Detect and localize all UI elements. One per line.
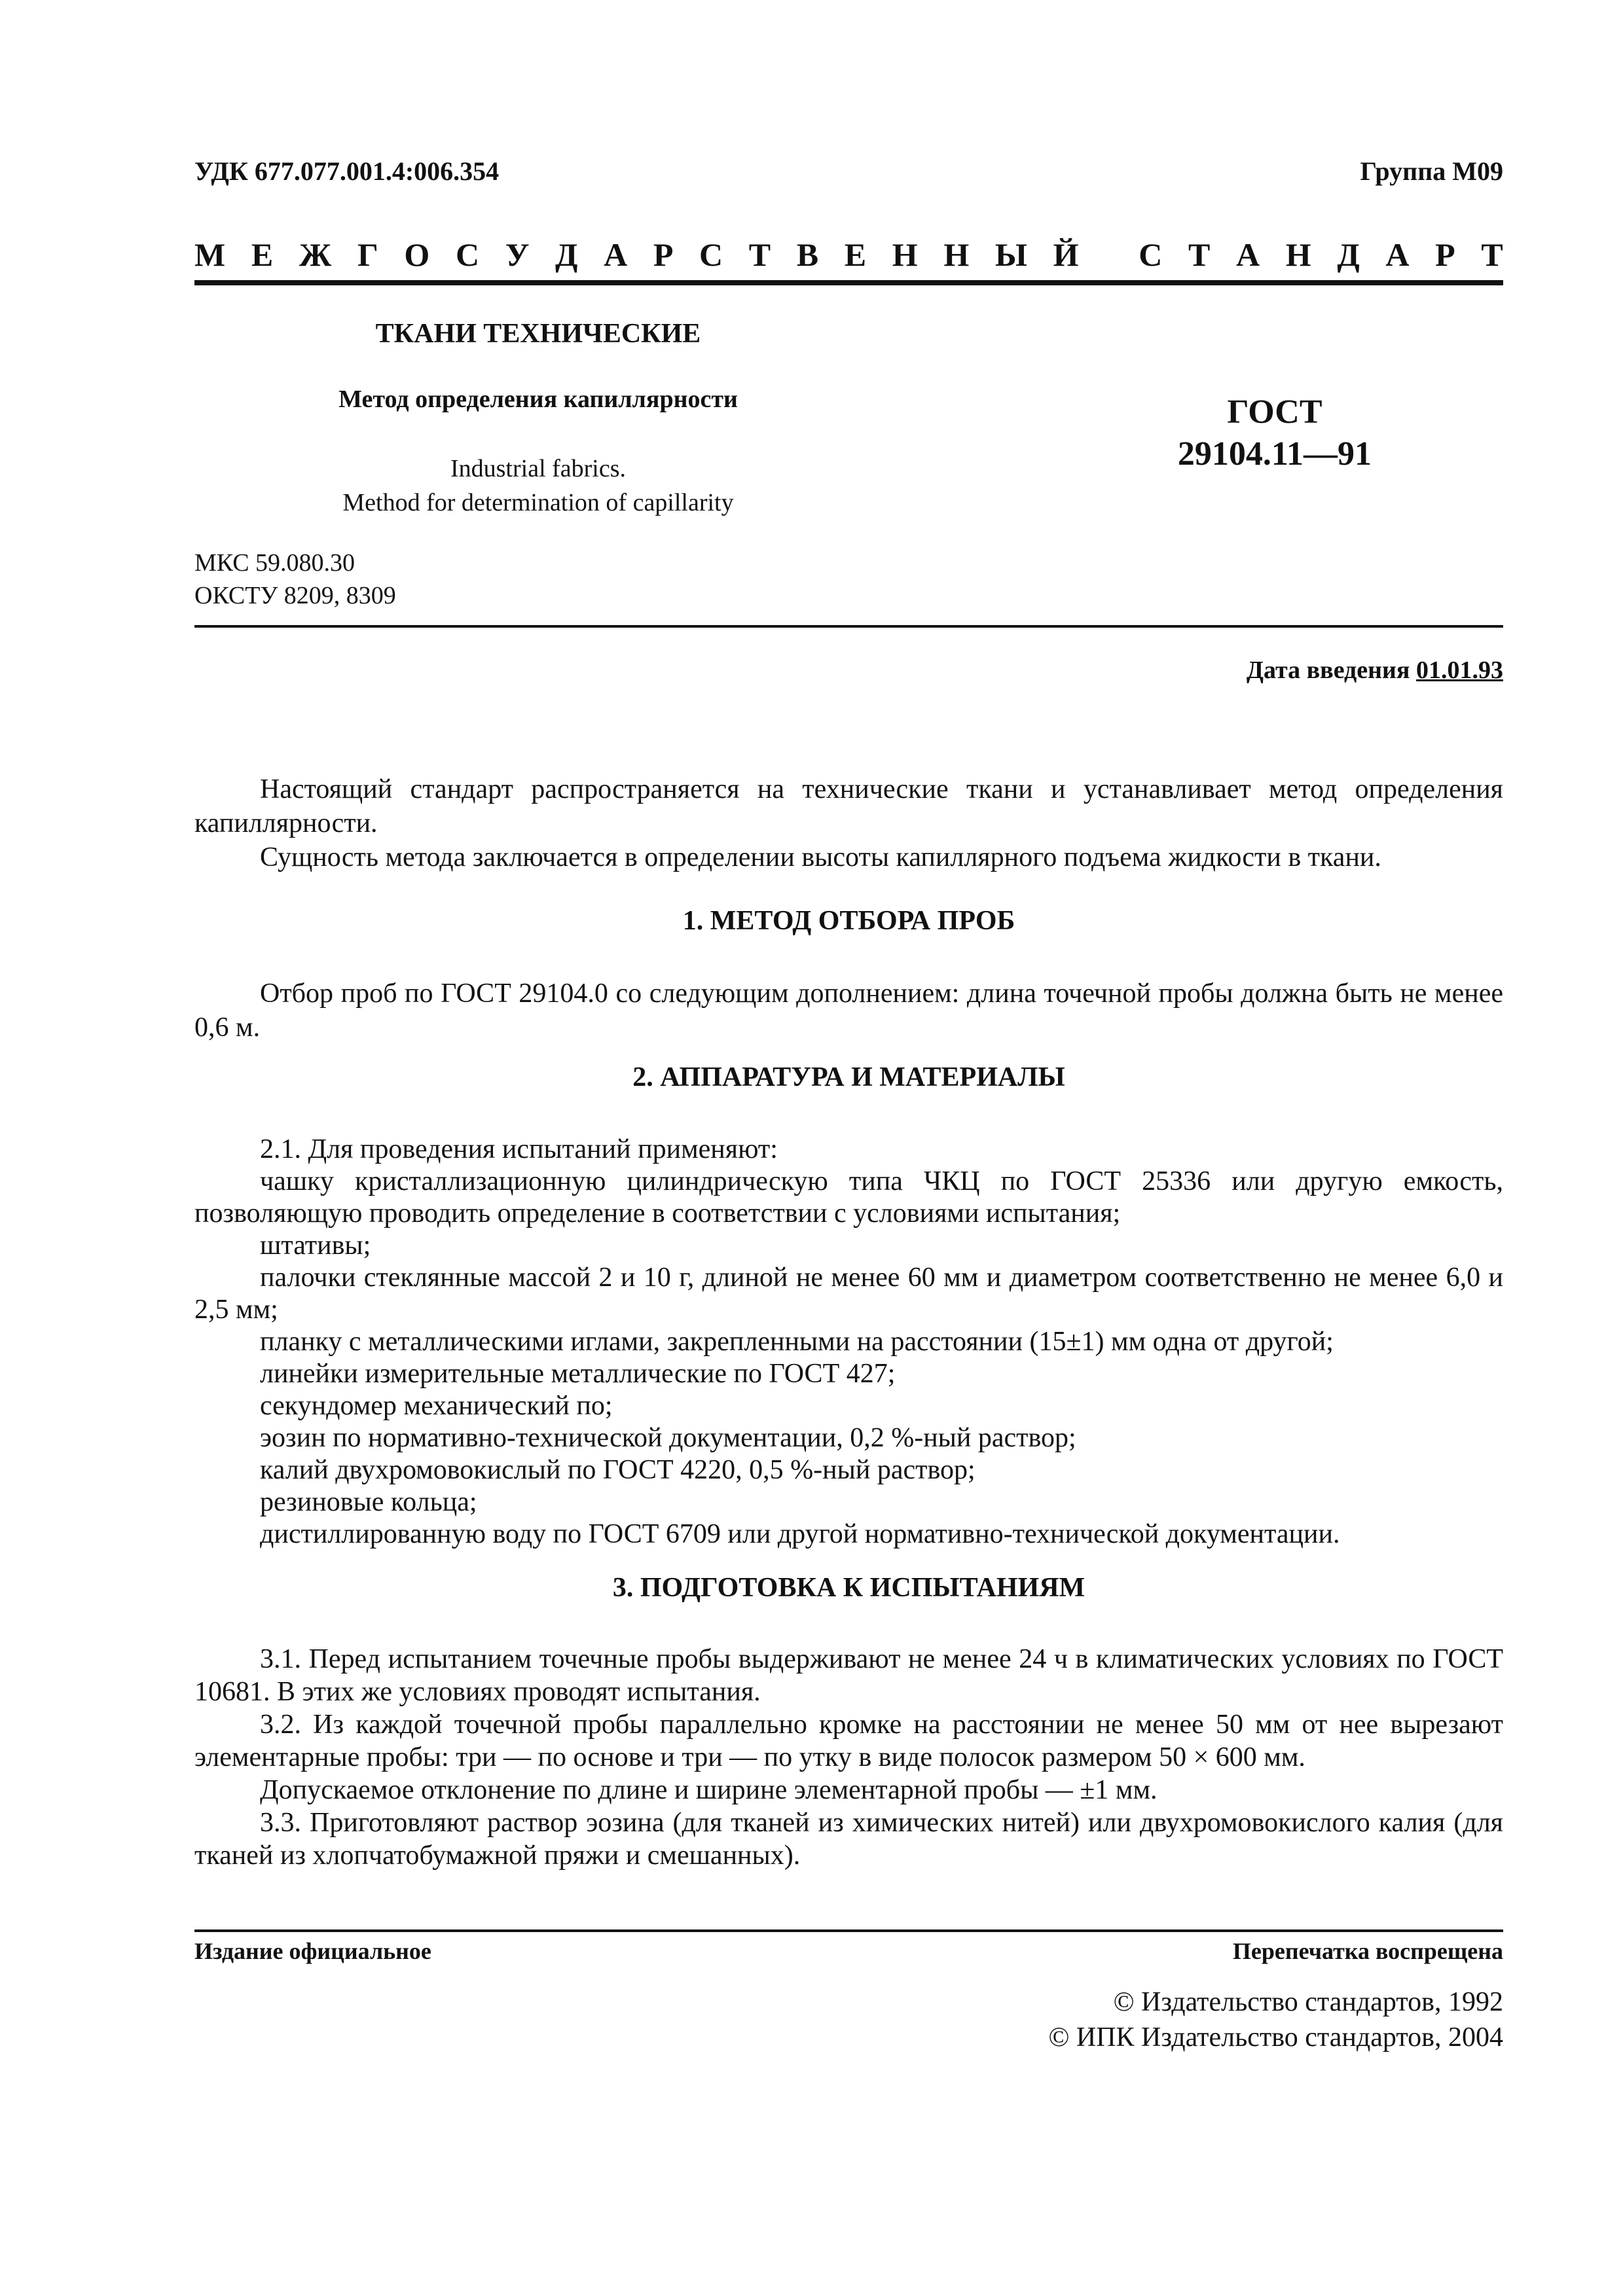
interstate-standard-banner	[194, 236, 1503, 274]
classification-rule	[194, 625, 1503, 628]
banner-letter: Й	[1053, 236, 1079, 273]
section-3-item: 3.2. Из каждой точечной пробы параллельно кромке на расстоянии не менее 50 мм от нее вырезают элементарные пробы: три — по основе и три — по утку в виде полосок размером 50 × 600 мм.	[194, 1710, 1503, 1772]
section-2-item: дистиллированную воду по ГОСТ 6709 или другой нормативно-технической документации.	[260, 1519, 1340, 1549]
banner-letter: В	[796, 236, 819, 273]
banner-letter: А	[1236, 236, 1260, 273]
copyright-block	[1048, 1984, 1503, 2055]
banner-letter: У	[505, 236, 530, 273]
effective-date	[1247, 656, 1503, 685]
copyright-line: © ИПК Издательство стандартов, 2004	[1048, 2022, 1503, 2053]
gost-word: ГОСТ	[1227, 393, 1322, 431]
banner-gap	[1104, 236, 1113, 274]
english-title-line2: Method for determination of capillarity	[342, 489, 734, 516]
section-2-item: калий двухромовокислый по ГОСТ 4220, 0,5 %-ный раствор;	[260, 1455, 976, 1485]
section-1-body	[194, 977, 1503, 1045]
intro-paragraph: Сущность метода заключается в определении высоты капиллярного подъема жидкости в ткани.	[260, 842, 1381, 872]
banner-letter: Г	[357, 236, 378, 273]
official-edition-label: Издание официальное	[194, 1938, 431, 1964]
section-2-item: эозин по нормативно-технической документации, 0,2 %-ный раствор;	[260, 1423, 1076, 1453]
banner-letter: Т	[748, 236, 771, 273]
section-1-paragraph: Отбор проб по ГОСТ 29104.0 со следующим дополнением: длина точечной пробы должна быть не менее 0,6 м.	[194, 978, 1503, 1043]
section-2-item: резиновые кольца;	[260, 1487, 477, 1517]
section-2-heading: 2. АППАРАТУРА И МАТЕРИАЛЫ	[632, 1062, 1065, 1092]
banner-letter: С	[699, 236, 723, 273]
document-page	[194, 0, 1503, 2296]
group-code: Группа М09	[1360, 156, 1503, 186]
banner-letter: Р	[653, 236, 674, 273]
section-2-item: линейки измерительные металлические по ГОСТ 427;	[260, 1359, 896, 1389]
section-1-heading: 1. МЕТОД ОТБОРА ПРОБ	[682, 906, 1015, 936]
banner-letter: Т	[1188, 236, 1211, 273]
section-3-body	[194, 1643, 1503, 1872]
section-2-body	[194, 1134, 1503, 1551]
banner-letter: Д	[1337, 236, 1360, 273]
section-3-item: 3.3. Приготовляют раствор эозина (для тканей из химических нитей) или двухромовокислого калия (для тканей из хлопчатобумажной пряжи и смешанных).	[194, 1808, 1503, 1871]
section-3-heading: 3. ПОДГОТОВКА К ИСПЫТАНИЯМ	[612, 1573, 1085, 1603]
classification-codes	[194, 547, 396, 612]
section-2-item: 2.1. Для проведения испытаний применяют:	[260, 1134, 778, 1164]
section-2-item: планку с металлическими иглами, закрепленными на расстоянии (15±1) мм одна от другой;	[260, 1327, 1334, 1357]
banner-letter: Н	[943, 236, 970, 273]
banner-letter: М	[194, 236, 226, 273]
banner-letter: С	[455, 236, 480, 273]
banner-letter: А	[1385, 236, 1410, 273]
banner-letter: О	[404, 236, 430, 273]
section-2-item: палочки стеклянные массой 2 и 10 г, длиной не менее 60 мм и диаметром соответственно не менее 6,0 и 2,5 мм;	[194, 1263, 1503, 1325]
section-2-item: секундомер механический по;	[260, 1391, 613, 1421]
intro-section	[194, 772, 1503, 874]
section-2-item: чашку кристаллизационную цилиндрическую типа ЧКЦ по ГОСТ 25336 или другую емкость, позволяющую проводить определение в соответствии с условиями испытания;	[194, 1166, 1503, 1229]
date-value: 01.01.93	[1416, 656, 1503, 684]
date-label: Дата введения	[1246, 656, 1410, 684]
banner-letter: Н	[1285, 236, 1311, 273]
banner-letter: Ж	[299, 236, 332, 273]
reprint-prohibited-label: Перепечатка воспрещена	[1232, 1938, 1503, 1964]
banner-letter: Д	[555, 236, 578, 273]
document-subtitle: Метод определения капиллярности	[338, 386, 738, 413]
banner-letter: Т	[1481, 236, 1503, 273]
gost-number: 29104.11—91	[1177, 435, 1372, 473]
document-title: ТКАНИ ТЕХНИЧЕСКИЕ	[375, 319, 701, 349]
banner-letter: Р	[1435, 236, 1455, 273]
mks-code: МКС 59.080.30	[194, 549, 356, 577]
section-2-item: штативы;	[260, 1230, 371, 1261]
gost-designation	[1124, 391, 1425, 475]
banner-letter: Е	[844, 236, 867, 273]
section-3-item: 3.1. Перед испытанием точечные пробы выдерживают не менее 24 ч в климатических условиях по ГОСТ 10681. В этих же условиях проводят испытания.	[194, 1644, 1503, 1707]
intro-paragraph: Настоящий стандарт распространяется на технические ткани и устанавливает метод определения капиллярности.	[194, 774, 1503, 838]
english-title-line1: Industrial fabrics.	[450, 455, 627, 482]
banner-letter: Н	[892, 236, 918, 273]
copyright-line: © Издательство стандартов, 1992	[1113, 1987, 1503, 2017]
section-3-item: Допускаемое отклонение по длине и ширине элементарной пробы — ±1 мм.	[260, 1775, 1158, 1805]
english-title	[260, 452, 816, 520]
udk-code: УДК 677.077.001.4:006.354	[194, 156, 500, 186]
banner-letter: А	[604, 236, 628, 273]
banner-letter: Ы	[994, 236, 1027, 273]
banner-letter: Е	[251, 236, 274, 273]
header-rule	[194, 280, 1503, 285]
banner-letter: С	[1139, 236, 1163, 273]
okstu-code: ОКСТУ 8209, 8309	[194, 582, 396, 609]
footer-rule	[194, 1929, 1503, 1932]
